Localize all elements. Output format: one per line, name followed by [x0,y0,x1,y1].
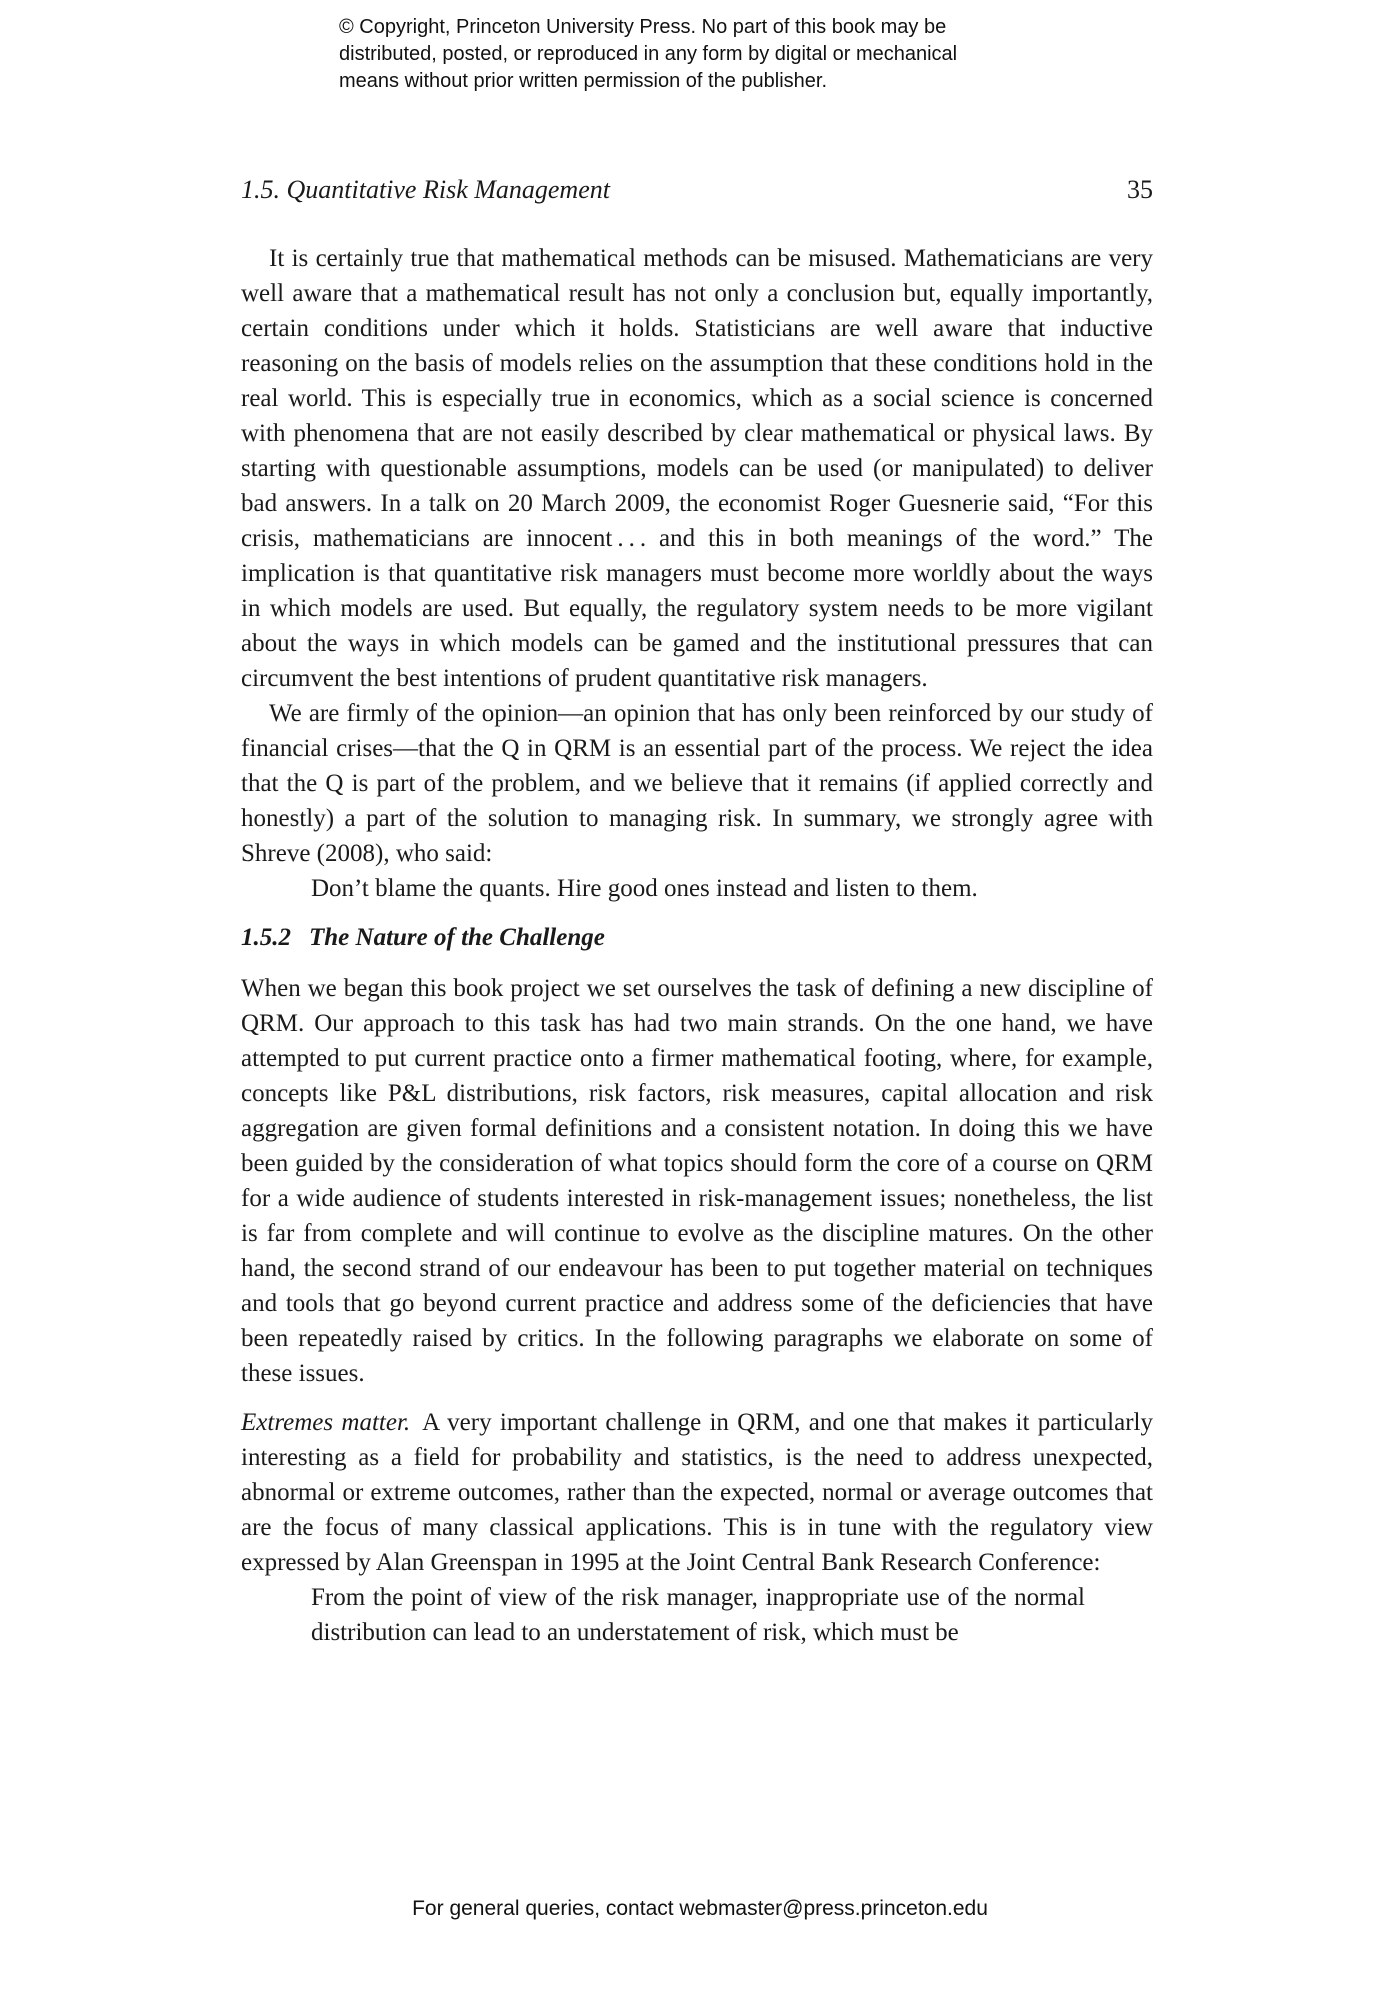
paragraph-2: We are firmly of the opinion—an opinion that has only been reinforced by our study of financial crises—that the Q in QRM is an essential part of the process. We reject the idea that the Q is part of the problem, and we believe that it remains (if applied correctly and honestly) a part of the solution to managing risk. In summary, we strongly agree with Shreve (2008), who said: [241,700,1153,867]
page-content [241,241,1153,1650]
subsection-title: The Nature of the Challenge [309,924,605,951]
paragraph-4 [241,1405,1153,1580]
copyright-line-3: means without prior written permission of the publisher. [339,70,828,92]
footer-contact: For general queries, contact webmaster@press.princeton.edu [412,1897,988,1920]
paragraph-3: When we began this book project we set ourselves the task of defining a new discipline of QRM. Our approach to this task has had two main strands. On the one hand, we have attempted to put current practice onto a firmer mathematical footing, where, for example, concepts like P&L distributions, risk factors, risk measures, capital allocation and risk aggregation are given formal definitions and a consistent notation. In doing this we have been guided by the consideration of what topics should form the core of a course on QRM for a wide audience of students interested in risk-management issues; nonetheless, the list is far from complete and will continue to evolve as the discipline matures. On the other hand, the second strand of our endeavour has been to put together material on techniques and tools that go beyond current practice and address some of the deficiencies that have been repeatedly raised by critics. In the following paragraphs we elaborate on some of these issues. [241,975,1153,1387]
paragraph-1: It is certainly true that mathematical methods can be misused. Mathematicians are very well aware that a mathematical result has not only a conclusion but, equally importantly, certain conditions under which it holds. Statisticians are well aware that inductive reasoning on the basis of models relies on the assumption that these conditions hold in the real world. This is especially true in economics, which as a social science is concerned with phenomena that are not easily described by clear mathematical or physical laws. By starting with questionable assumptions, models can be used (or manipulated) to deliver bad answers. In a talk on 20 March 2009, the economist Roger Guesnerie said, “For this crisis, mathematicians are innocent . . . and this in both meanings of the word.” The implication is that quantitative risk managers must become more worldly about the ways in which models are used. But equally, the regulatory system needs to be more vigilant about the ways in which models can be gamed and the institutional pressures that can circumvent the best intentions of prudent quantitative risk managers. [241,245,1153,692]
copyright-notice [339,14,1099,95]
copyright-line-1: © Copyright, Princeton University Press. No part of this book may be [339,16,947,38]
block-quote-shreve: Don’t blame the quants. Hire good ones instead and listen to them. [311,875,978,902]
section-title: 1.5. Quantitative Risk Management [241,175,610,204]
subsection-heading [241,920,1153,955]
run-in-heading: Extremes matter. [241,1409,411,1436]
paragraph-4-text: A very important challenge in QRM, and one that makes it particularly interesting as a field for probability and statistics, is the need to address unexpected, abnormal or extreme outcomes, rather than the expected, normal or average outcomes that are the focus of many classical applications. This is in tune with the regulatory view expressed by Alan Greenspan in 1995 at the Joint Central Bank Research Conference: [241,1409,1153,1576]
page-number: 35 [1127,175,1153,204]
block-quote-greenspan: From the point of view of the risk manager, inappropriate use of the normal distribution can lead to an understatement of risk, which must be [311,1584,1085,1646]
copyright-line-2: distributed, posted, or reproduced in any form by digital or mechanical [339,43,958,65]
subsection-number: 1.5.2 [241,924,291,951]
running-head [241,175,1153,209]
